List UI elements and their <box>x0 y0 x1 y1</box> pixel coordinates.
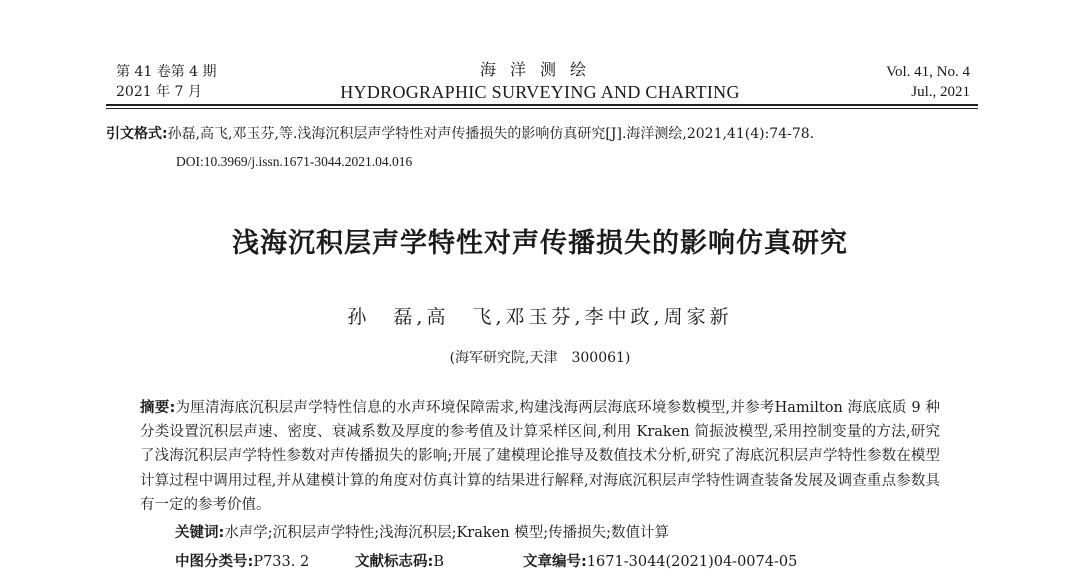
clc-label: 中图分类号: <box>175 554 254 570</box>
document-code-label: 文献标志码: <box>355 554 434 570</box>
publication-date-en: Jul., 2021 <box>911 84 970 100</box>
doi-line: DOI:10.3969/j.issn.1671-3044.2021.04.016 <box>176 154 413 169</box>
abstract-label: 摘要: <box>140 400 176 416</box>
keywords-line <box>175 523 669 543</box>
article-number-value: 1671-3044(2021)04-0074-05 <box>586 554 798 570</box>
document-code <box>355 552 444 572</box>
abstract-text: 为厘清海底沉积层声学特性信息的水声环境保障需求,构建浅海两层海底环境参数模型,并参考Hamilton 海底底质 9 种分类设置沉积层声速、密度、衰减系数及厚度的参考值及计算采样区间,利用 Kraken 简振波模型,采用控制变量的方法,研究了浅海沉积层声学特性参数对声传播损失的影响;开展了建模理论推导及数值技术分析,研究了海底沉积层声学特性参数在模型计算过程中调用过程,并从建模计算的角度对仿真计算的结果进行解释,对海底沉积层声学特性调查装备发展及调查重点参数具有一定的参考价值。 <box>140 400 940 513</box>
clc-value: P733. 2 <box>253 554 310 570</box>
volume-number-en: Vol. 41, No. 4 <box>886 64 970 80</box>
citation-label: 引文格式: <box>106 126 168 142</box>
clc-number <box>175 552 309 572</box>
article-authors: 孙 磊,高 飞,邓玉芬,李中政,周家新 <box>347 306 733 328</box>
journal-title-cn: 海洋测绘 <box>479 60 600 79</box>
journal-title-en: HYDROGRAPHIC SURVEYING AND CHARTING <box>340 82 740 102</box>
abstract-paragraph <box>140 396 940 517</box>
keywords-label: 关键词: <box>175 525 225 541</box>
article-title: 浅海沉积层声学特性对声传播损失的影响仿真研究 <box>232 228 848 259</box>
citation-text: 孙磊,高飞,邓玉芬,等.浅海沉积层声学特性对声传播损失的影响仿真研究[J].海洋测绘,2021,41(4):74-78. <box>167 126 815 142</box>
header-rule-top <box>106 104 978 106</box>
volume-issue: 第 41 卷第 4 期 <box>116 64 217 80</box>
document-code-value: B <box>433 554 444 570</box>
keywords-text: 水声学;沉积层声学特性;浅海沉积层;Kraken 模型;传播损失;数值计算 <box>224 525 669 541</box>
citation-format <box>106 124 986 144</box>
article-number-label: 文章编号: <box>523 554 587 570</box>
header-rule-bottom <box>106 108 978 109</box>
journal-volume-en <box>886 62 970 102</box>
author-affiliation: (海军研究院,天津 300061) <box>449 350 631 366</box>
publication-date: 2021 年 7 月 <box>116 84 202 100</box>
article-number <box>523 552 797 572</box>
